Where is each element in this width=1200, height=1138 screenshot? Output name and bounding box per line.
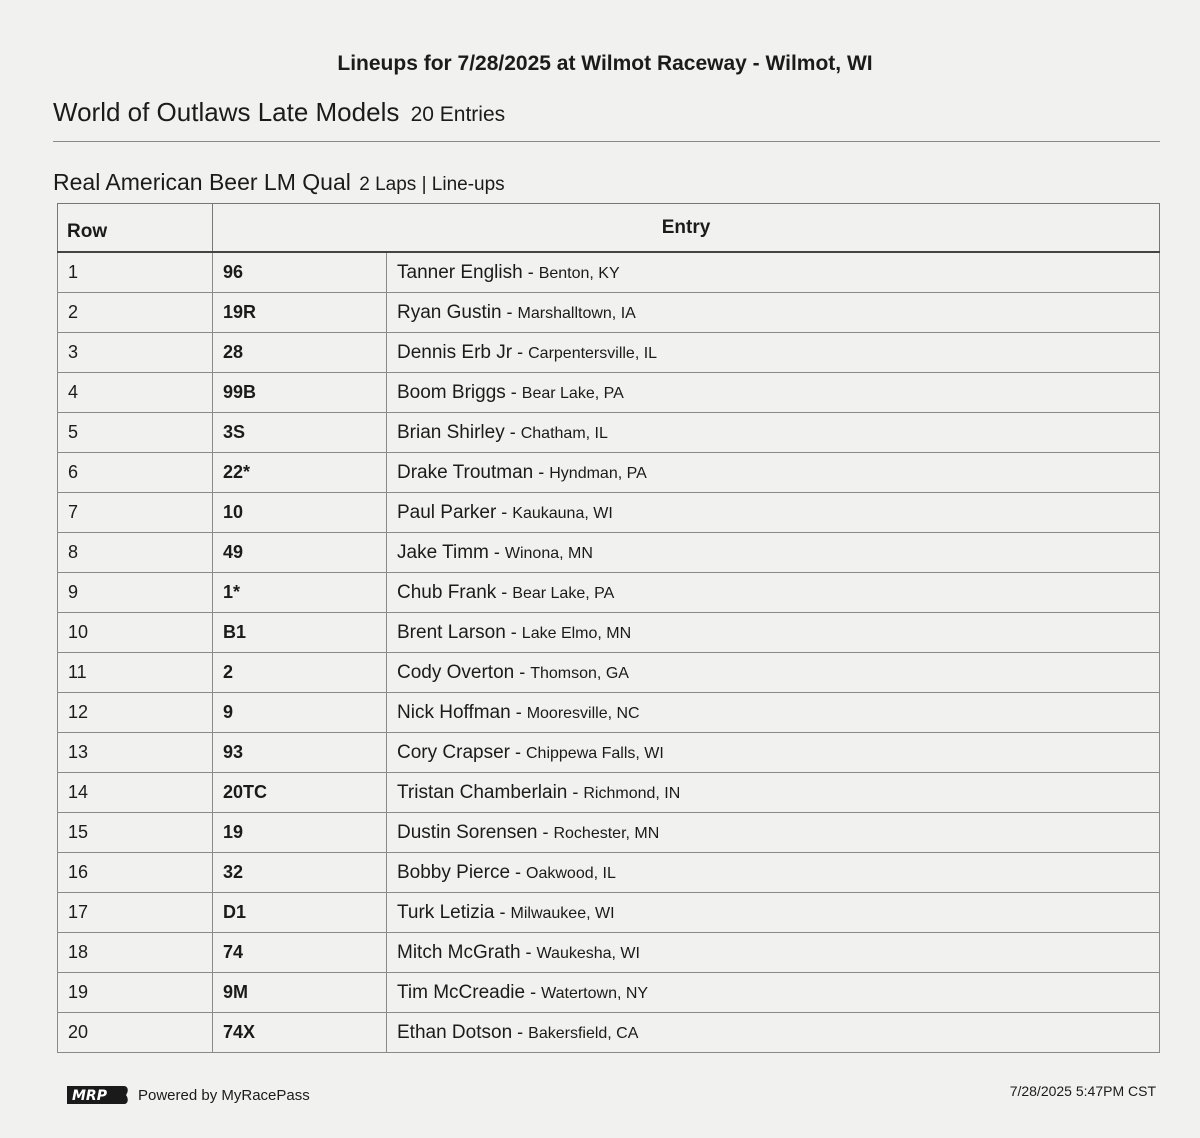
driver-cell: Dustin Sorensen - Rochester, MN [387, 813, 1160, 853]
driver-name: Nick Hoffman [397, 701, 511, 723]
print-timestamp: 7/28/2025 5:47PM CST [1009, 1083, 1156, 1099]
driver-name: Cory Crapser [397, 741, 510, 763]
car-number: 96 [213, 252, 387, 293]
driver-name: Ethan Dotson [397, 1021, 513, 1043]
table-row [58, 653, 1160, 693]
driver-hometown: Hyndman, PA [549, 464, 647, 482]
table-row [58, 613, 1160, 653]
driver-cell: Ethan Dotson - Bakersfield, CA [387, 1013, 1160, 1053]
event-details: 2 Laps | Line-ups [359, 174, 505, 195]
car-number: 9 [213, 693, 387, 733]
row-number: 7 [58, 493, 213, 533]
table-row [58, 773, 1160, 813]
driver-cell: Drake Troutman - Hyndman, PA [387, 453, 1160, 493]
row-number: 2 [58, 293, 213, 333]
car-number: 9M [213, 973, 387, 1013]
driver-name: Cody Overton [397, 661, 515, 683]
car-number: 20TC [213, 773, 387, 813]
event-heading [53, 169, 505, 196]
driver-hometown: Marshalltown, IA [517, 304, 636, 322]
table-row [58, 413, 1160, 453]
row-number: 6 [58, 453, 213, 493]
row-number: 10 [58, 613, 213, 653]
driver-cell: Nick Hoffman - Mooresville, NC [387, 693, 1160, 733]
driver-hometown: Carpentersville, IL [528, 344, 658, 362]
event-name: Real American Beer LM Qual [53, 169, 351, 195]
driver-name: Tanner English [397, 261, 523, 283]
driver-cell: Bobby Pierce - Oakwood, IL [387, 853, 1160, 893]
row-number: 15 [58, 813, 213, 853]
driver-name: Brent Larson [397, 621, 506, 643]
table-row [58, 973, 1160, 1013]
row-number: 8 [58, 533, 213, 573]
row-number: 18 [58, 933, 213, 973]
table-row [58, 1013, 1160, 1053]
table-row [58, 373, 1160, 413]
car-number: 22* [213, 453, 387, 493]
car-number: 32 [213, 853, 387, 893]
table-row [58, 333, 1160, 373]
driver-cell: Dennis Erb Jr - Carpentersville, IL [387, 333, 1160, 373]
lineup-body [58, 252, 1160, 1053]
driver-cell: Paul Parker - Kaukauna, WI [387, 493, 1160, 533]
table-row [58, 453, 1160, 493]
car-number: 28 [213, 333, 387, 373]
table-row [58, 533, 1160, 573]
driver-name: Bobby Pierce [397, 861, 511, 883]
car-number: 74 [213, 933, 387, 973]
driver-hometown: Milwaukee, WI [510, 904, 615, 922]
driver-name: Jake Timm [397, 541, 489, 563]
driver-name: Paul Parker [397, 501, 497, 523]
driver-name: Dennis Erb Jr [397, 341, 513, 363]
driver-cell: Tim McCreadie - Watertown, NY [387, 973, 1160, 1013]
driver-cell: Cody Overton - Thomson, GA [387, 653, 1160, 693]
driver-name: Tristan Chamberlain [397, 781, 568, 803]
driver-name: Turk Letizia [397, 901, 495, 923]
row-number: 5 [58, 413, 213, 453]
row-number: 3 [58, 333, 213, 373]
page-title: Lineups for 7/28/2025 at Wilmot Raceway - Wilmot, WI [337, 52, 873, 75]
driver-hometown: Waukesha, WI [536, 944, 640, 962]
driver-hometown: Rochester, MN [553, 824, 660, 842]
car-number: 99B [213, 373, 387, 413]
row-number: 14 [58, 773, 213, 813]
table-row [58, 933, 1160, 973]
driver-name: Chub Frank [397, 581, 497, 603]
column-header-entry: Entry [213, 204, 1160, 253]
driver-cell: Brent Larson - Lake Elmo, MN [387, 613, 1160, 653]
car-number: 19 [213, 813, 387, 853]
driver-hometown: Richmond, IN [583, 784, 681, 802]
car-number: D1 [213, 893, 387, 933]
driver-name: Dustin Sorensen [397, 821, 538, 843]
row-number: 19 [58, 973, 213, 1013]
table-row [58, 813, 1160, 853]
driver-cell: Ryan Gustin - Marshalltown, IA [387, 293, 1160, 333]
driver-hometown: Kaukauna, WI [512, 504, 613, 522]
driver-hometown: Chippewa Falls, WI [525, 744, 664, 762]
driver-name: Brian Shirley [397, 421, 505, 443]
table-row [58, 693, 1160, 733]
driver-name: Mitch McGrath [397, 941, 521, 963]
driver-hometown: Bear Lake, PA [521, 384, 624, 402]
division-name: World of Outlaws Late Models [53, 97, 400, 127]
car-number: 93 [213, 733, 387, 773]
row-number: 16 [58, 853, 213, 893]
driver-cell: Brian Shirley - Chatham, IL [387, 413, 1160, 453]
driver-hometown: Bakersfield, CA [528, 1024, 639, 1042]
division-heading [53, 97, 505, 128]
driver-cell: Tristan Chamberlain - Richmond, IN [387, 773, 1160, 813]
row-number: 11 [58, 653, 213, 693]
driver-hometown: Mooresville, NC [526, 704, 640, 722]
row-number: 9 [58, 573, 213, 613]
driver-hometown: Winona, MN [504, 544, 593, 562]
table-row [58, 893, 1160, 933]
table-row [58, 853, 1160, 893]
row-number: 20 [58, 1013, 213, 1053]
driver-hometown: Lake Elmo, MN [521, 624, 632, 642]
car-number: 1* [213, 573, 387, 613]
car-number: 19R [213, 293, 387, 333]
driver-cell: Turk Letizia - Milwaukee, WI [387, 893, 1160, 933]
car-number: 2 [213, 653, 387, 693]
powered-by-text: Powered by MyRacePass [138, 1087, 310, 1104]
driver-cell: Jake Timm - Winona, MN [387, 533, 1160, 573]
row-number: 12 [58, 693, 213, 733]
driver-cell: Boom Briggs - Bear Lake, PA [387, 373, 1160, 413]
driver-hometown: Oakwood, IL [526, 864, 616, 882]
table-header-row [58, 204, 1160, 253]
driver-hometown: Benton, KY [538, 264, 620, 282]
row-number: 4 [58, 373, 213, 413]
row-number: 1 [58, 252, 213, 293]
logo-text: MRP [72, 1088, 107, 1104]
driver-name: Ryan Gustin [397, 301, 502, 323]
table-row [58, 293, 1160, 333]
myracepass-logo-icon [64, 1083, 130, 1107]
car-number: 49 [213, 533, 387, 573]
column-header-row: Row [58, 204, 213, 253]
driver-hometown: Thomson, GA [530, 664, 629, 682]
driver-cell: Chub Frank - Bear Lake, PA [387, 573, 1160, 613]
driver-hometown: Bear Lake, PA [512, 584, 615, 602]
driver-cell: Cory Crapser - Chippewa Falls, WI [387, 733, 1160, 773]
driver-cell: Tanner English - Benton, KY [387, 252, 1160, 293]
driver-hometown: Chatham, IL [520, 424, 608, 442]
row-number: 17 [58, 893, 213, 933]
car-number: 74X [213, 1013, 387, 1053]
driver-name: Drake Troutman [397, 461, 534, 483]
car-number: 10 [213, 493, 387, 533]
driver-name: Boom Briggs [397, 381, 506, 403]
lineup-table [57, 203, 1160, 1053]
entry-count: 20 Entries [410, 103, 506, 126]
table-row [58, 493, 1160, 533]
car-number: 3S [213, 413, 387, 453]
table-row [58, 733, 1160, 773]
row-number: 13 [58, 733, 213, 773]
table-row [58, 252, 1160, 293]
driver-name: Tim McCreadie [397, 981, 526, 1003]
driver-hometown: Watertown, NY [541, 984, 649, 1002]
table-row [58, 573, 1160, 613]
divider [53, 141, 1160, 142]
car-number: B1 [213, 613, 387, 653]
driver-cell: Mitch McGrath - Waukesha, WI [387, 933, 1160, 973]
